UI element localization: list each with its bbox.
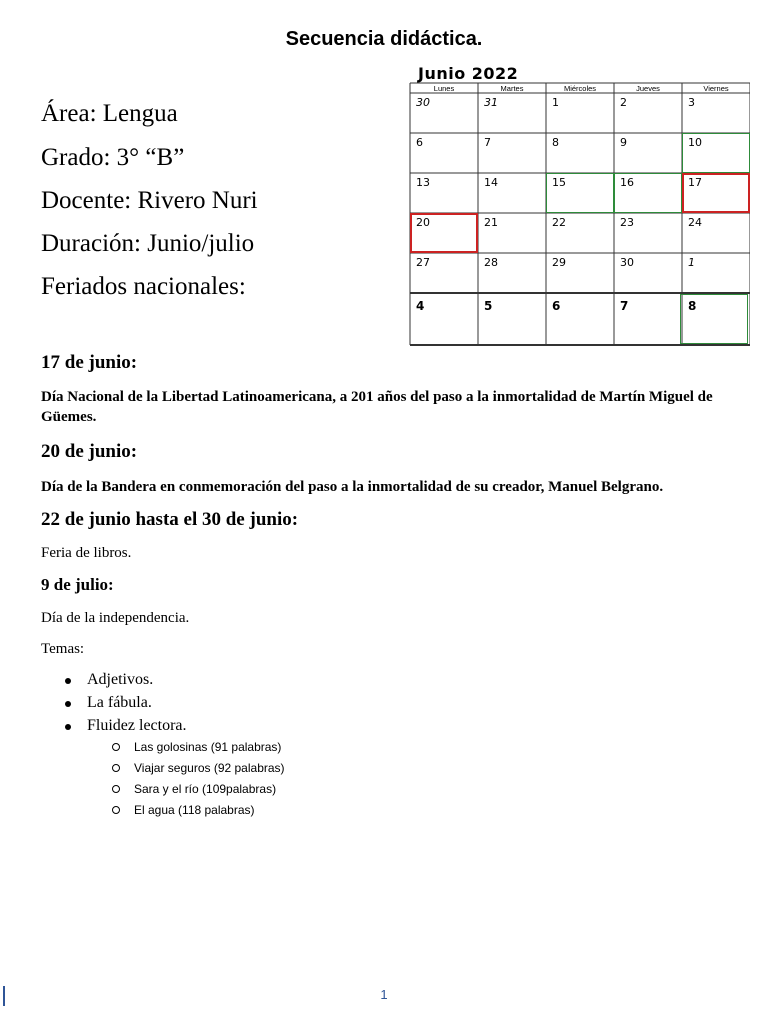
- reading-item: Sara y el río (109palabras): [134, 782, 277, 796]
- weekday-miercoles: Miércoles: [563, 84, 597, 93]
- area-line: Área: Lengua: [41, 100, 178, 127]
- holiday-highlight-green: [614, 173, 682, 213]
- list-item: [112, 760, 285, 781]
- calendar-day: 16: [620, 176, 634, 189]
- circle-bullet-icon: [112, 743, 120, 751]
- calendar-day: 5: [484, 299, 493, 313]
- grado-line: Grado: 3° “B”: [41, 144, 185, 171]
- calendar-day: 29: [552, 256, 566, 269]
- list-item: [112, 802, 285, 823]
- reading-item: El agua (118 palabras): [134, 803, 255, 817]
- weekday-martes: Martes: [500, 84, 524, 93]
- section-heading: 22 de junio hasta el 30 de junio:: [41, 509, 299, 530]
- reading-item: Las golosinas (91 palabras): [134, 740, 282, 754]
- holiday-highlight-red: [410, 213, 478, 253]
- holiday-highlight-green: [546, 173, 614, 213]
- calendar-day: 21: [484, 216, 498, 229]
- calendar-day: 7: [620, 299, 629, 313]
- calendar-title: Junio 2022: [418, 64, 519, 83]
- calendar-day: 24: [688, 216, 702, 229]
- tema-label: Fluidez lectora.: [87, 717, 187, 734]
- feriados-line: Feriados nacionales:: [41, 273, 246, 300]
- section-heading: 17 de junio:: [41, 352, 138, 373]
- calendar-day: 8: [552, 136, 559, 149]
- section-text: Día de la independencia.: [41, 610, 190, 626]
- section-text: Día de la Bandera en conmemoración del paso a la inmortalidad de su creador, Manuel Belgrano.: [41, 479, 664, 495]
- calendar-day: 9: [620, 136, 627, 149]
- section-heading: 9 de julio:: [41, 575, 114, 594]
- weekday-jueves: Jueves: [636, 84, 660, 93]
- calendar-day: 6: [416, 136, 423, 149]
- calendar-day: 31: [484, 96, 498, 109]
- temas-list: [41, 670, 187, 739]
- calendar-day: 1: [688, 256, 695, 269]
- list-item: [112, 739, 285, 760]
- circle-bullet-icon: [112, 806, 120, 814]
- list-item: [112, 781, 285, 802]
- document-title: Secuencia didáctica.: [285, 28, 483, 50]
- reading-item: Viajar seguros (92 palabras): [134, 761, 285, 775]
- calendar-day: 28: [484, 256, 498, 269]
- section-heading: 20 de junio:: [41, 441, 138, 462]
- calendar-day: 4: [416, 299, 425, 313]
- holiday-highlight-green: [682, 133, 750, 173]
- circle-bullet-icon: [112, 785, 120, 793]
- circle-bullet-icon: [112, 764, 120, 772]
- holiday-highlight-green: [680, 294, 748, 344]
- temas-label: Temas:: [41, 641, 85, 657]
- calendar-day: 17: [688, 176, 702, 189]
- calendar-day: 22: [552, 216, 566, 229]
- list-item: [41, 693, 187, 716]
- calendar-day: 6: [552, 299, 561, 313]
- docente-line: Docente: Rivero Nuri: [41, 187, 258, 214]
- june-calendar: [408, 64, 750, 347]
- calendar-day: 8: [688, 299, 697, 313]
- calendar-day: 1: [552, 96, 559, 109]
- bullet-icon: [65, 724, 71, 730]
- calendar-day: 13: [416, 176, 430, 189]
- calendar-day: 30: [416, 96, 430, 109]
- calendar-day: 2: [620, 96, 627, 109]
- weekday-lunes: Lunes: [433, 84, 455, 93]
- list-item: [41, 716, 187, 739]
- calendar-day: 14: [484, 176, 498, 189]
- bullet-icon: [65, 678, 71, 684]
- calendar-day: 23: [620, 216, 634, 229]
- list-item: [41, 670, 187, 693]
- section-text: Día Nacional de la Libertad Latinoamericana, a 201 años del paso a la inmortalidad de Martín Miguel de Güemes.: [41, 389, 713, 425]
- tema-label: La fábula.: [87, 694, 152, 711]
- calendar-day: 10: [688, 136, 702, 149]
- section-text: Feria de libros.: [41, 545, 132, 561]
- fluidez-sublist: [112, 739, 285, 823]
- calendar-day: 7: [484, 136, 491, 149]
- holiday-highlight-red: [682, 173, 750, 213]
- calendar-day: 20: [416, 216, 430, 229]
- duracion-line: Duración: Junio/julio: [41, 230, 255, 257]
- weekday-viernes: Viernes: [703, 84, 729, 93]
- page-number: 1: [380, 987, 388, 1002]
- tema-label: Adjetivos.: [87, 671, 154, 688]
- calendar-day: 3: [688, 96, 695, 109]
- bullet-icon: [65, 701, 71, 707]
- calendar-day: 30: [620, 256, 634, 269]
- calendar-day: 15: [552, 176, 566, 189]
- calendar-day: 27: [416, 256, 430, 269]
